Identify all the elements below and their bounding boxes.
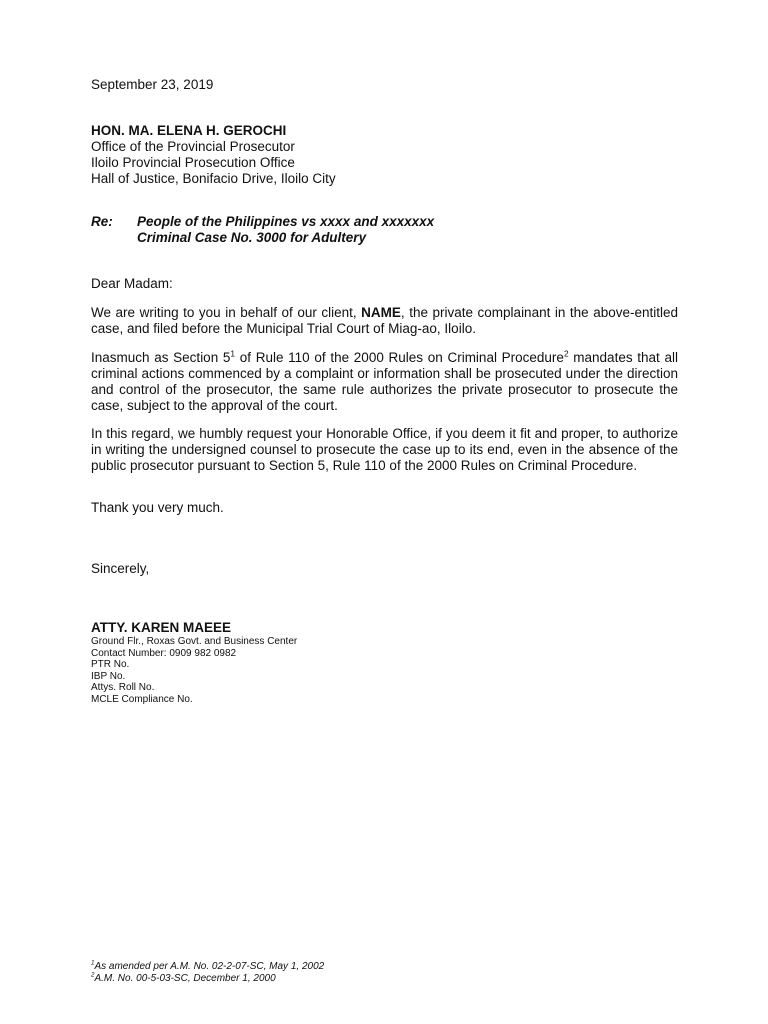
addressee-line: Iloilo Provincial Prosecution Office bbox=[91, 155, 295, 170]
subject-line: People of the Philippines vs xxxx and xxxxxxx bbox=[137, 214, 435, 229]
body-paragraph bbox=[91, 350, 678, 414]
footnote-reference: 2 bbox=[563, 348, 569, 359]
footnote-mark: 1 bbox=[91, 959, 95, 967]
footnote bbox=[91, 961, 324, 973]
addressee-name: HON. MA. ELENA H. GEROCHI bbox=[91, 123, 287, 138]
signatory-details bbox=[91, 636, 297, 705]
footnote-mark: 2 bbox=[91, 971, 95, 979]
body-paragraph bbox=[91, 305, 678, 337]
subject-line: Criminal Case No. 3000 for Adultery bbox=[137, 230, 367, 245]
footnote-text: As amended per A.M. No. 02-2-07-SC, May 1, 2002 bbox=[94, 961, 325, 972]
footnotes bbox=[91, 961, 324, 984]
body-paragraph: In this regard, we humbly request your Honorable Office, if you deem it fit and proper, to authorize in writing the undersigned counsel to prosecute the case up to its end, even in the absence of the public prosecutor pursuant to Section 5, Rule 110 of the 2000 Rules on Criminal Procedure. bbox=[91, 426, 678, 473]
footnote-text: A.M. No. 00-5-03-SC, December 1, 2000 bbox=[94, 972, 276, 984]
client-name: NAME bbox=[361, 305, 401, 320]
letter-date: September 23, 2019 bbox=[91, 77, 214, 92]
signatory-contact: Contact Number: 0909 982 0982 bbox=[91, 647, 237, 659]
paragraph-text: mandates that all criminal actions commenced by a complaint or information shall be prosecuted under the direction and control of the prosecutor, the same rule authorizes the private prosecutor to prosecute the case, subject to the approval of the court. bbox=[91, 350, 678, 413]
footnote-reference: 1 bbox=[230, 348, 236, 359]
paragraph-text: We are writing to you in behalf of our client, bbox=[91, 305, 362, 320]
addressee-line: Office of the Provincial Prosecutor bbox=[91, 139, 295, 154]
signatory-ibp: IBP No. bbox=[91, 670, 126, 682]
footnote bbox=[91, 973, 324, 985]
signatory-address: Ground Flr., Roxas Govt. and Business Center bbox=[91, 636, 298, 647]
paragraph-text: , the private complainant in the above-entitled case, and filed before the Municipal Trial Court of Miag-ao, Iloilo. bbox=[91, 305, 679, 336]
closing: Sincerely, bbox=[91, 561, 150, 576]
subject-label: Re: bbox=[91, 214, 113, 229]
signatory-roll: Attys. Roll No. bbox=[91, 682, 155, 693]
salutation: Dear Madam: bbox=[91, 276, 173, 291]
addressee-line: Hall of Justice, Bonifacio Drive, Iloilo City bbox=[91, 171, 336, 186]
addressee-block bbox=[91, 123, 336, 187]
signatory-mcle: MCLE Compliance No. bbox=[91, 693, 193, 705]
thanks-line: Thank you very much. bbox=[91, 500, 224, 515]
paragraph-text: of Rule 110 of the 2000 Rules on Criminal Procedure bbox=[235, 350, 564, 365]
signatory-ptr: PTR No. bbox=[91, 659, 130, 670]
signatory-name: ATTY. KAREN MAEEE bbox=[91, 620, 232, 635]
paragraph-text: Inasmuch as Section 5 bbox=[91, 350, 231, 365]
subject-block bbox=[91, 214, 434, 246]
